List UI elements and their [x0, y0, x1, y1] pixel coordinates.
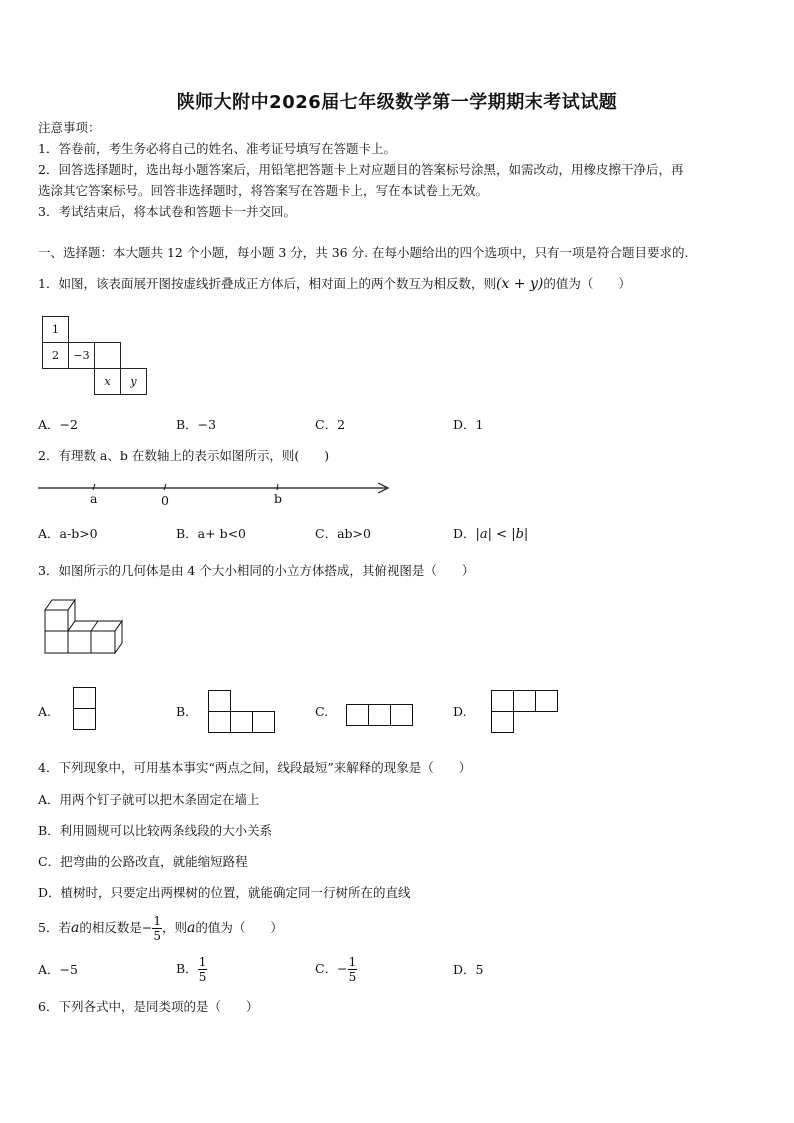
tick-b [277, 484, 278, 490]
q5-var: a [70, 920, 80, 936]
cube-net-figure [42, 316, 152, 398]
cube-front-face [68, 631, 91, 653]
q1-option-c: C．2 [315, 417, 346, 432]
q3-option-d-label: D. [453, 704, 467, 719]
square [208, 711, 231, 733]
square [208, 690, 231, 712]
notice-item: 2．回答选择题时，选出每小题答案后，用铅笔把答题卡上对应题目的答案标号涂黑，如需改动，用橡皮擦干净后，再 [38, 162, 684, 177]
label-a: a [90, 491, 98, 506]
q2-option-d: D．|a| < |b| [453, 526, 529, 542]
net-cell: −3 [68, 342, 95, 369]
label-zero: 0 [161, 493, 169, 508]
q1-option-d: D．1 [453, 417, 484, 432]
net-cell: 1 [42, 316, 69, 343]
square [390, 704, 413, 726]
q2-option-d-expr: |a| < |b| [475, 527, 529, 542]
notice-item: 选涂其它答案标号。回答非选择题时，将答案写在答题卡上，写在本试卷上无效。 [38, 183, 489, 198]
square [491, 690, 514, 712]
cube-front-face [45, 610, 68, 631]
square [346, 704, 369, 726]
q4-option-c: C．把弯曲的公路改直，就能缩短路程 [38, 854, 248, 869]
question-4: 4．下列现象中，可用基本事实“两点之间，线段最短”来解释的现象是（ ） [38, 760, 472, 775]
q3-option-a-label: A. [38, 704, 52, 719]
q1-option-a: A．−2 [38, 417, 78, 432]
q5-option-a: A．−5 [38, 962, 78, 977]
square [368, 704, 391, 726]
q5-option-c: C．− $\frac{1}{5}$ [315, 955, 357, 984]
question-2: 2．有理数 a、b 在数轴上的表示如图所示，则( ) [38, 448, 330, 463]
q3-option-b-label: B． [176, 704, 198, 719]
net-cell: x [94, 368, 121, 395]
net-cell: 2 [42, 342, 69, 369]
question-1: 1．如图，该表面展开图按虚线折叠成正方体后，相对面上的两个数互为相反数，则(x + y)的值为（ ） [38, 276, 631, 292]
q1-expression: (x + y) [495, 276, 544, 292]
tick-a [93, 484, 95, 490]
section-heading: 一、选择题：本大题共 12 个小题，每小题 3 分，共 36 分. 在每小题给出的四个选项中，只有一项是符合题目要求的. [38, 245, 689, 260]
q1-option-b: B．−3 [176, 417, 217, 432]
q2-option-c: C．ab>0 [315, 526, 371, 541]
tick-zero [164, 484, 166, 490]
notice-heading: 注意事项： [38, 120, 101, 135]
square [535, 690, 558, 712]
cube-front-face [45, 631, 68, 653]
square [252, 711, 275, 733]
page-title: 陕师大附中2026届七年级数学第一学期期末考试试题 [176, 92, 618, 113]
square [73, 708, 96, 730]
label-b: b [274, 491, 283, 506]
q2-option-a: A．a-b>0 [38, 526, 98, 541]
q2-option-b: B．a+ b<0 [176, 526, 247, 541]
net-cell [94, 342, 121, 369]
square [491, 711, 514, 733]
notice-item: 3．考试结束后，将本试卷和答题卡一并交回。 [38, 204, 296, 219]
q3-option-c-label: C. [315, 704, 329, 719]
square [513, 690, 536, 712]
square [73, 687, 96, 709]
net-cell: y [120, 368, 147, 395]
q4-option-d: D．植树时，只要定出两棵树的位置，就能确定同一行树所在的直线 [38, 885, 411, 900]
q5-fraction: $\frac{1}{5}$ [153, 914, 161, 943]
q4-option-b: B．利用圆规可以比较两条线段的大小关系 [38, 823, 273, 838]
q4-option-a: A．用两个钉子就可以把木条固定在墙上 [38, 792, 260, 807]
cube-solid-figure [42, 597, 126, 657]
question-6: 6．下列各式中，是同类项的是（ ） [38, 999, 259, 1014]
square [230, 711, 253, 733]
question-3: 3．如图所示的几何体是由 4 个大小相同的小立方体搭成，其俯视图是（ ） [38, 563, 475, 578]
q5-option-b: B． $\frac{1}{5}$ [176, 955, 207, 984]
q5-option-d: D．5 [453, 962, 484, 977]
notice-item: 1．答卷前，考生务必将自己的姓名、准考证号填写在答题卡上。 [38, 141, 396, 156]
question-5: 5．若a的相反数是− $\frac{1}{5}$ ，则a的值为（ ） [38, 914, 283, 943]
cube-front-face [91, 631, 115, 653]
